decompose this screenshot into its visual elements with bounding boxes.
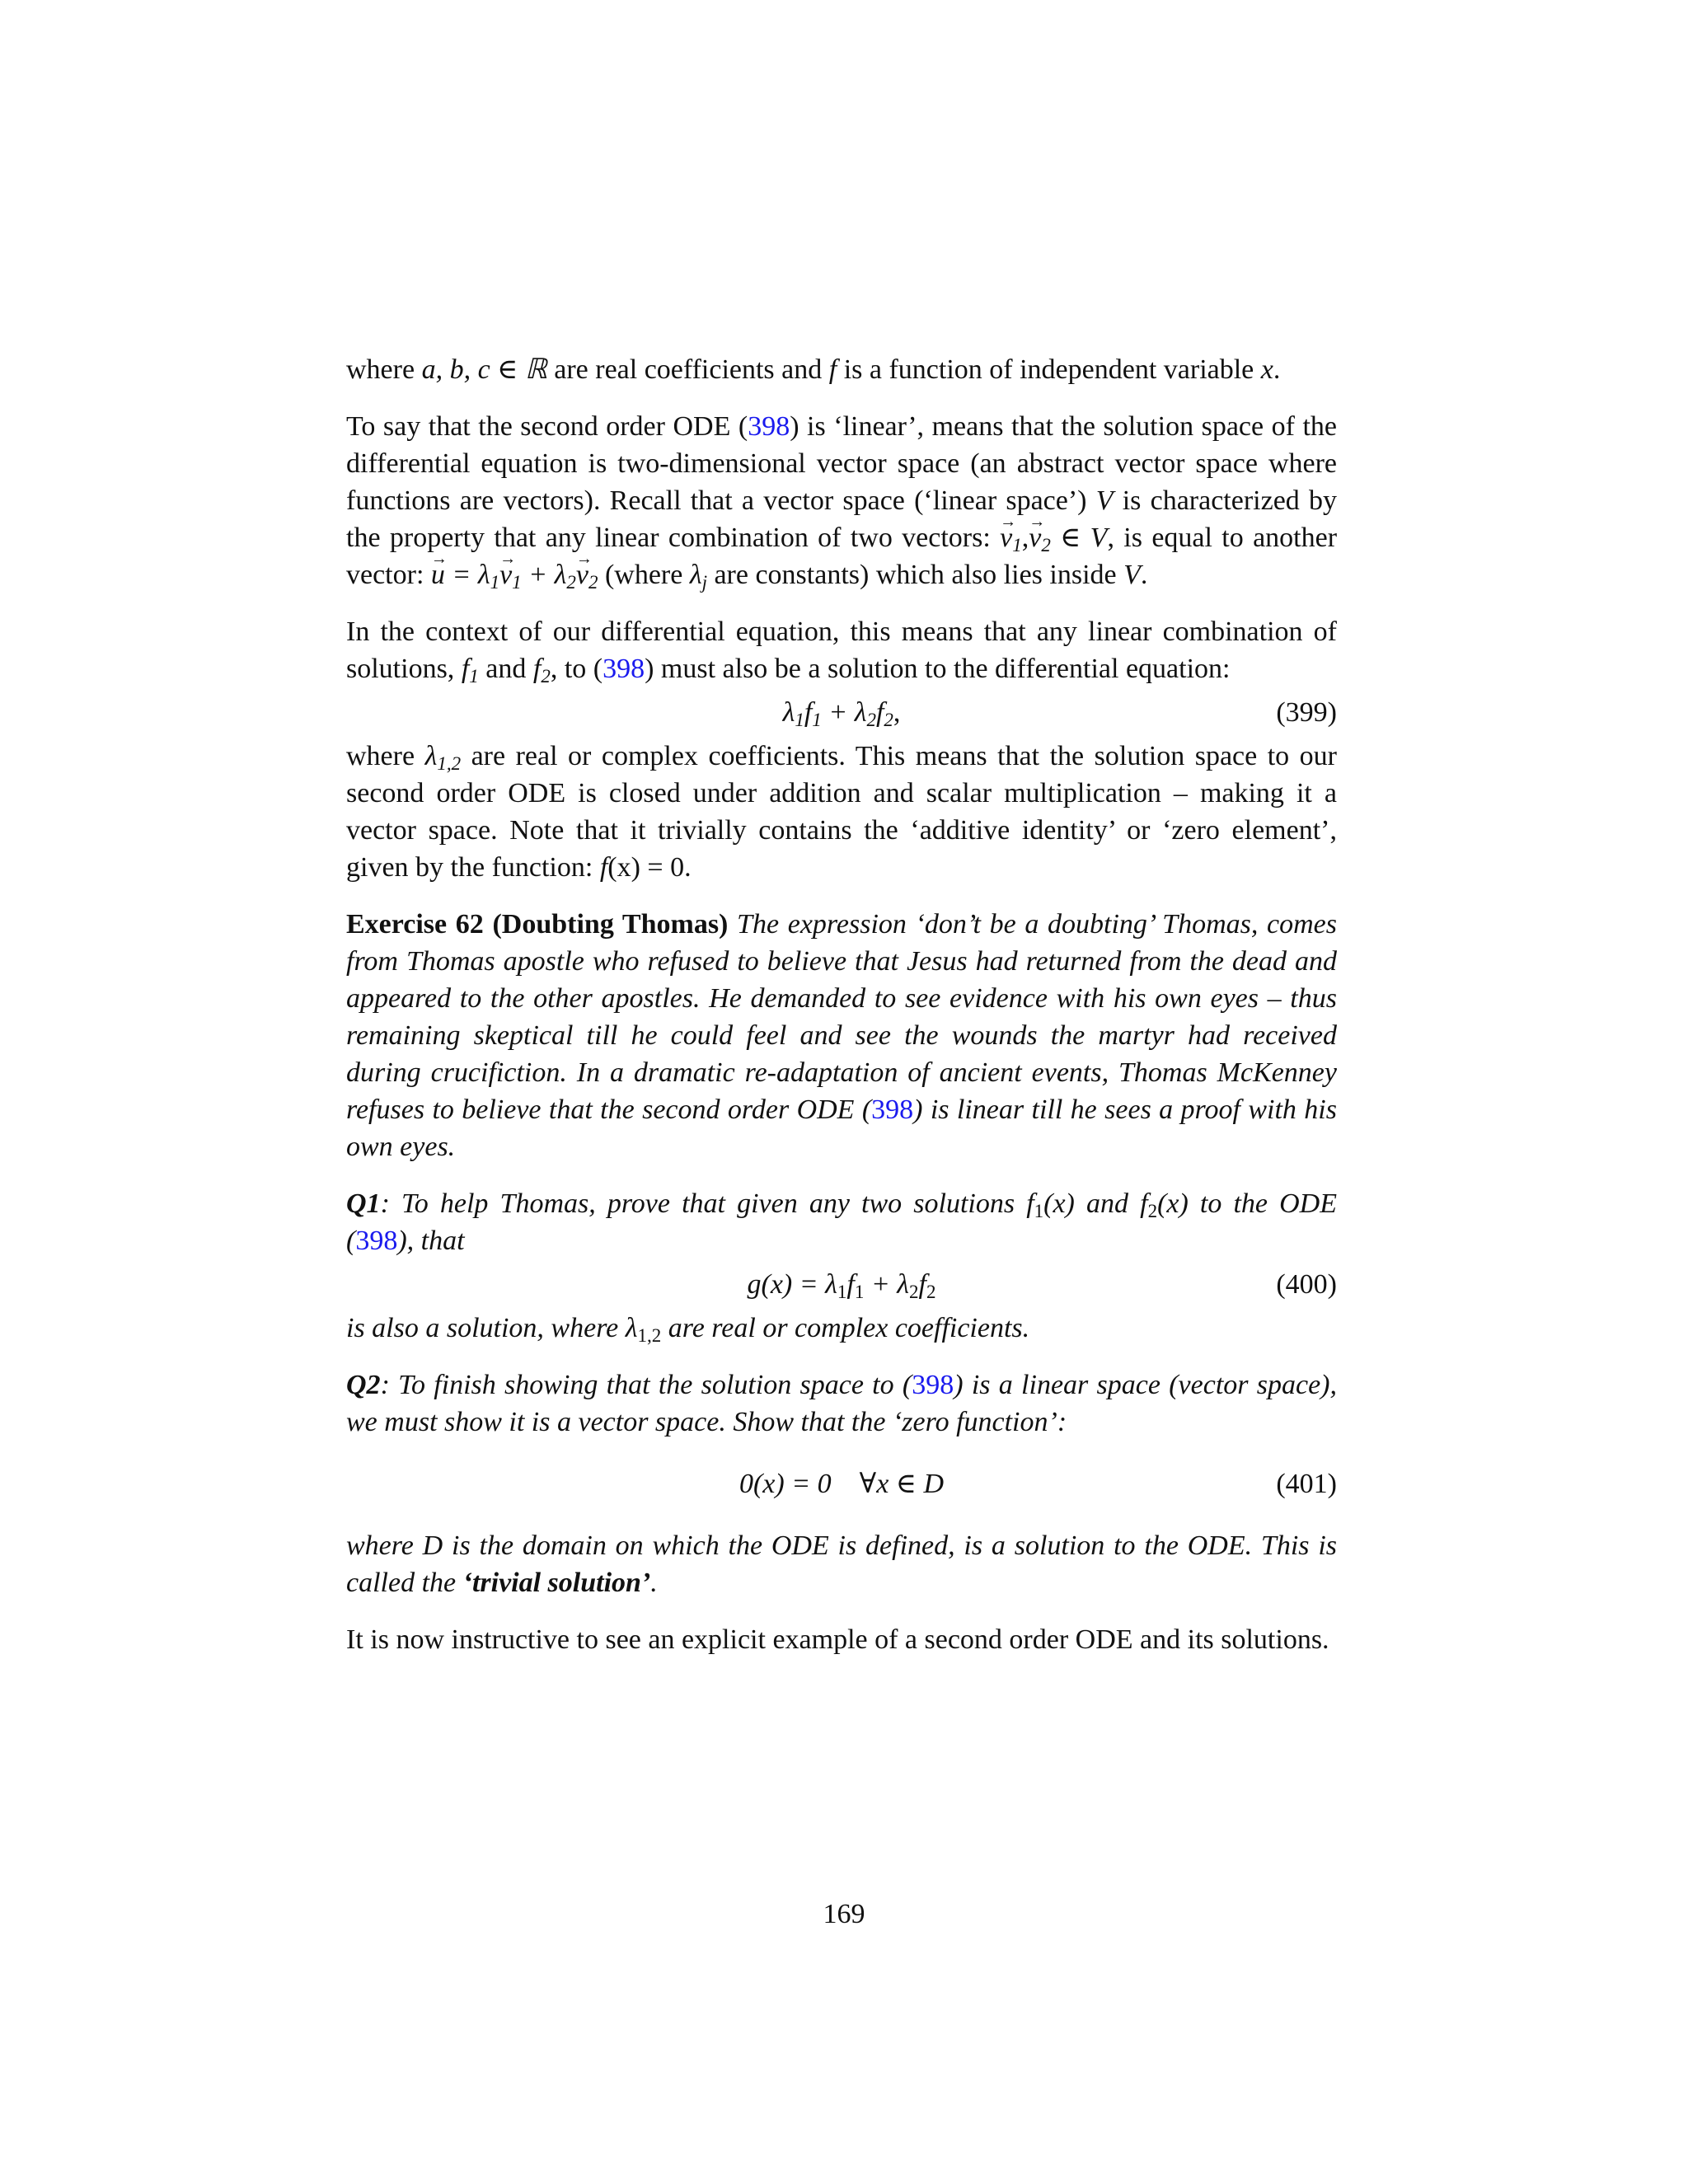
equation-number-399: (399) bbox=[1276, 697, 1337, 728]
equation-link-398[interactable]: 398 bbox=[912, 1370, 954, 1400]
page-number: 169 bbox=[823, 1899, 865, 1929]
q2-label: Q2 bbox=[346, 1370, 381, 1400]
equation-399: $\lambda_1f_1 + \lambda_2f_2$, (399) bbox=[346, 694, 1337, 731]
page-content bbox=[346, 351, 1337, 1658]
equation-number-400: (400) bbox=[1276, 1269, 1337, 1300]
math-coefficients: a, b, c ∈ ℝ bbox=[421, 354, 547, 385]
equation-link-398[interactable]: 398 bbox=[355, 1226, 398, 1256]
paragraph-closure: where $\lambda_{1,2}$ are real or complex coefficients. This means that the solution space to our second order ODE is closed under addition and scalar multiplication – making it a vector space. Note that it trivially contains the ‘additive identity’ or ‘zero element’, given by the function: f(x) = 0. bbox=[346, 741, 1338, 883]
equation-link-398[interactable]: 398 bbox=[871, 1094, 914, 1125]
equation-link-398[interactable]: 398 bbox=[748, 411, 790, 442]
trivial-solution-term: ‘trivial solution’ bbox=[462, 1568, 651, 1598]
equation-link-398[interactable]: 398 bbox=[603, 654, 645, 684]
equation-number-401: (401) bbox=[1276, 1469, 1337, 1499]
exercise-62: Exercise 62 (Doubting Thomas) The expression ‘don’t be a doubting’ Thomas, comes from Thomas apostle who refused to believe that Jesus had returned from the dead and appeared to the other apostles. He demanded to see evidence with his own eyes – thus remaining skeptical till he could feel and see the wounds the martyr had received during crucifiction. In a dramatic re-adaptation of ancient events, Thomas McKenney refuses to believe that the second order ODE (398) is linear till he sees a proof with his own eyes. bbox=[346, 909, 1338, 1162]
exercise-title: Exercise 62 (Doubting Thomas) bbox=[346, 909, 729, 940]
paragraph-coefficients: where a, b, c ∈ ℝ are real coefficients and f is a function of independent variable x. bbox=[346, 354, 1281, 385]
question-q2-continued: where D is the domain on which the ODE is defined, is a solution to the ODE. This is called the ‘trivial solution’. bbox=[346, 1530, 1337, 1598]
question-q1: Q1: To help Thomas, prove that given any two solutions $f_1(x)$ and $f_2(x)$ to the ODE (398), that bbox=[346, 1188, 1337, 1256]
vector-u: → u bbox=[431, 556, 445, 593]
paragraph-example-intro: It is now instructive to see an explicit example of a second order ODE and its solutions. bbox=[346, 1624, 1329, 1655]
paragraph-context: In the context of our differential equation, this means that any linear combination of solutions, $f_1$ and $f_2$, to (398) must also be a solution to the differential equation: bbox=[346, 616, 1337, 687]
paragraph-linearity: To say that the second order ODE (398) is ‘linear’, means that the solution space of the differential equation is two-dimensional vector space (an abstract vector space where functions are vectors). Recall that a vector space (‘linear space’) V is characterized by the property that any linear combination of two vectors: → $v_1,\to v_2$ ∈ V, is equal to another vector: → $u = \lambda_1\to v_1 + \lambda_2\to v_2$ (where $\lambda_j$ are constants) which also lies inside V. bbox=[346, 408, 1337, 593]
vector-v2: → v bbox=[1029, 519, 1041, 556]
equation-400: $g(x) = \lambda_1f_1 + \lambda_2f_2$ (400) bbox=[346, 1266, 1337, 1303]
question-q2: Q2: To finish showing that the solution space to (398) is a linear space (vector space), we must show it is a vector space. Show that the ‘zero function’: bbox=[346, 1370, 1338, 1437]
vector-v1: → v bbox=[1000, 519, 1012, 556]
equation-401: 0(x) = 0 ∀x ∈ D (401) bbox=[346, 1465, 1337, 1502]
question-q1-continued: is also a solution, where $\lambda_{1,2}$ are real or complex coefficients. bbox=[346, 1313, 1030, 1346]
q1-label: Q1 bbox=[346, 1188, 381, 1219]
